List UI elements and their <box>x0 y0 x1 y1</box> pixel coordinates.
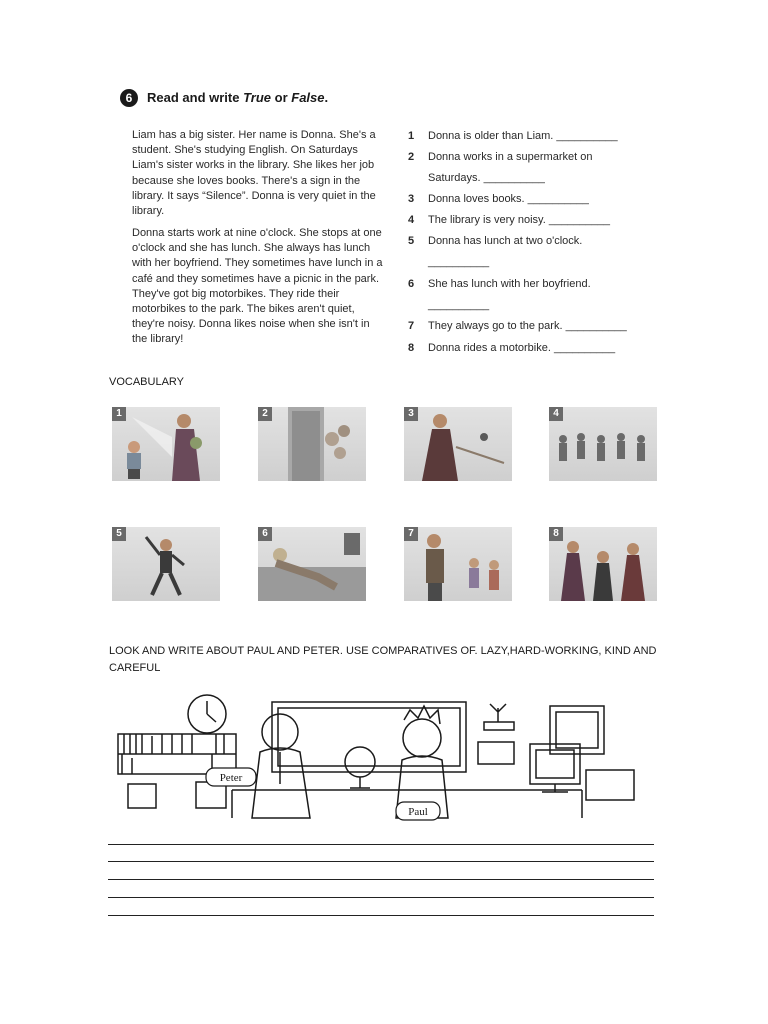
question-number: 4 <box>408 214 415 226</box>
question-text[interactable]: Donna rides a motorbike. __________ <box>428 342 616 354</box>
question-text[interactable]: They always go to the park. __________ <box>428 320 627 332</box>
vocab-picture-1 <box>112 407 220 481</box>
question-number: 3 <box>408 193 415 205</box>
picture-number: 5 <box>112 527 126 541</box>
question-text-continued[interactable]: Saturdays. __________ <box>428 172 545 184</box>
exercise-number-badge: 6 <box>120 89 138 107</box>
vocabulary-title: VOCABULARY <box>109 376 184 388</box>
peter-head <box>262 714 298 750</box>
picture-number: 2 <box>258 407 272 421</box>
question-text[interactable]: Donna is older than Liam. __________ <box>428 130 618 142</box>
question-number: 6 <box>408 278 415 290</box>
question-number: 2 <box>408 151 415 163</box>
question-number: 1 <box>408 130 415 142</box>
question-text: Donna has lunch at two o'clock. <box>428 235 583 247</box>
question-number: 8 <box>408 342 415 354</box>
question-number: 5 <box>408 235 415 247</box>
question-text: Donna works in a supermarket on <box>428 151 593 163</box>
door-illustration <box>258 407 366 481</box>
boy-and-woman-illustration <box>112 407 220 481</box>
vocab-picture-5 <box>112 527 220 601</box>
picture-number: 7 <box>404 527 418 541</box>
task-instruction: LOOK AND WRITE ABOUT PAUL AND PETER. USE COMPARATIVES OF. LAZY,HARD-WORKING, KIND AND CAREFUL <box>109 645 657 674</box>
classroom-illustration <box>112 688 640 824</box>
paul-label: Paul <box>408 806 428 818</box>
question-number: 7 <box>408 320 415 332</box>
dancing-man-illustration <box>112 527 220 601</box>
man-and-children-illustration <box>404 527 512 601</box>
story-paragraph-1: Liam has a big sister. Her name is Donna. She's a student. She's studying English. On Saturdays Liam's sister works in the library. She likes her job because she loves books. There's a sign in the library. It says “Silence”. Donna is very quiet in the library. <box>132 129 376 218</box>
writing-line-4[interactable] <box>108 897 654 898</box>
peter-label: Peter <box>219 772 243 784</box>
writing-line-1[interactable] <box>108 844 654 845</box>
question-text[interactable]: Donna loves books. __________ <box>428 193 589 205</box>
writing-line-3[interactable] <box>108 879 654 880</box>
picture-number: 3 <box>404 407 418 421</box>
title-plain: Read and write <box>147 90 244 105</box>
vocab-picture-6 <box>258 527 366 601</box>
story-paragraph-2: Donna starts work at nine o'clock. She stops at one o'clock and she has lunch. She always has lunch with her boyfriend. They sometimes have lunch in a café and they sometimes have a picnic in the park. They've got big motorbikes. They ride their motorbikes to the park. The bikes aren't quiet, they're noisy. Donna likes noise when she isn't in the library! <box>132 227 383 346</box>
woman-on-sofa-illustration <box>258 527 366 601</box>
title-or: or <box>271 90 292 105</box>
vocab-picture-2 <box>258 407 366 481</box>
three-women-illustration <box>549 527 657 601</box>
marching-figures-illustration <box>549 407 657 481</box>
woman-and-bird-illustration <box>404 407 512 481</box>
title-false: False <box>291 90 325 105</box>
picture-number: 4 <box>549 407 563 421</box>
question-text-continued[interactable]: __________ <box>428 256 490 268</box>
title-end: . <box>324 90 329 105</box>
exercise-title <box>147 90 328 105</box>
picture-number: 1 <box>112 407 126 421</box>
question-text: She has lunch with her boyfriend. <box>428 278 591 290</box>
question-text-continued[interactable]: __________ <box>428 299 490 311</box>
writing-line-2[interactable] <box>108 861 654 862</box>
picture-number: 6 <box>258 527 272 541</box>
vocab-picture-4 <box>549 407 657 481</box>
writing-line-5[interactable] <box>108 915 654 916</box>
vocab-picture-7 <box>404 527 512 601</box>
question-text[interactable]: The library is very noisy. __________ <box>428 214 611 226</box>
title-true: True <box>243 90 272 105</box>
paul-head <box>403 719 441 757</box>
picture-number: 8 <box>549 527 563 541</box>
vocab-picture-8 <box>549 527 657 601</box>
vocab-picture-3 <box>404 407 512 481</box>
